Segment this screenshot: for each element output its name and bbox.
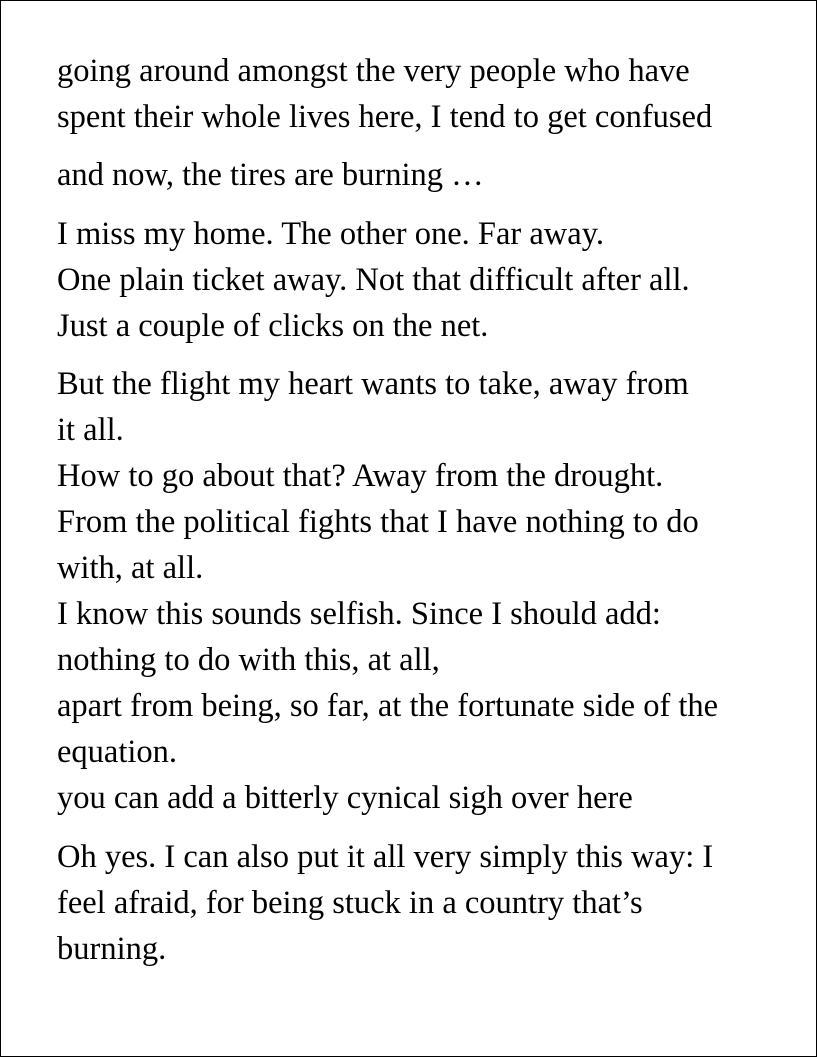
text-line: it all. — [57, 412, 124, 448]
text-line: nothing to do with this, at all, — [57, 642, 440, 678]
text-line: But the flight my heart wants to take, away from — [57, 366, 689, 402]
text-line: burning. — [57, 931, 167, 967]
text-line: I miss my home. The other one. Far away. — [57, 216, 604, 252]
text-line: One plain ticket away. Not that difficult after all. — [57, 262, 690, 298]
text-line: apart from being, so far, at the fortunate side of the — [57, 688, 719, 724]
text-line: How to go about that? Away from the drought. — [57, 458, 664, 494]
text-line: and now, the tires are burning … — [57, 157, 484, 193]
text-line: going around amongst the very people who have — [57, 53, 690, 89]
text-line: spent their whole lives here, I tend to get confused — [57, 99, 713, 135]
text-line: Just a couple of clicks on the net. — [57, 308, 489, 344]
text-line: From the political fights that I have nothing to do — [57, 504, 699, 540]
text-line: equation. — [57, 734, 178, 770]
text-line: you can add a bitterly cynical sigh over here — [57, 780, 633, 816]
text-line: Oh yes. I can also put it all very simply this way: I — [57, 839, 714, 875]
text-line: feel afraid, for being stuck in a country that’s — [57, 885, 643, 921]
text-line: I know this sounds selfish. Since I should add: — [57, 596, 661, 632]
text-line: with, at all. — [57, 550, 204, 586]
